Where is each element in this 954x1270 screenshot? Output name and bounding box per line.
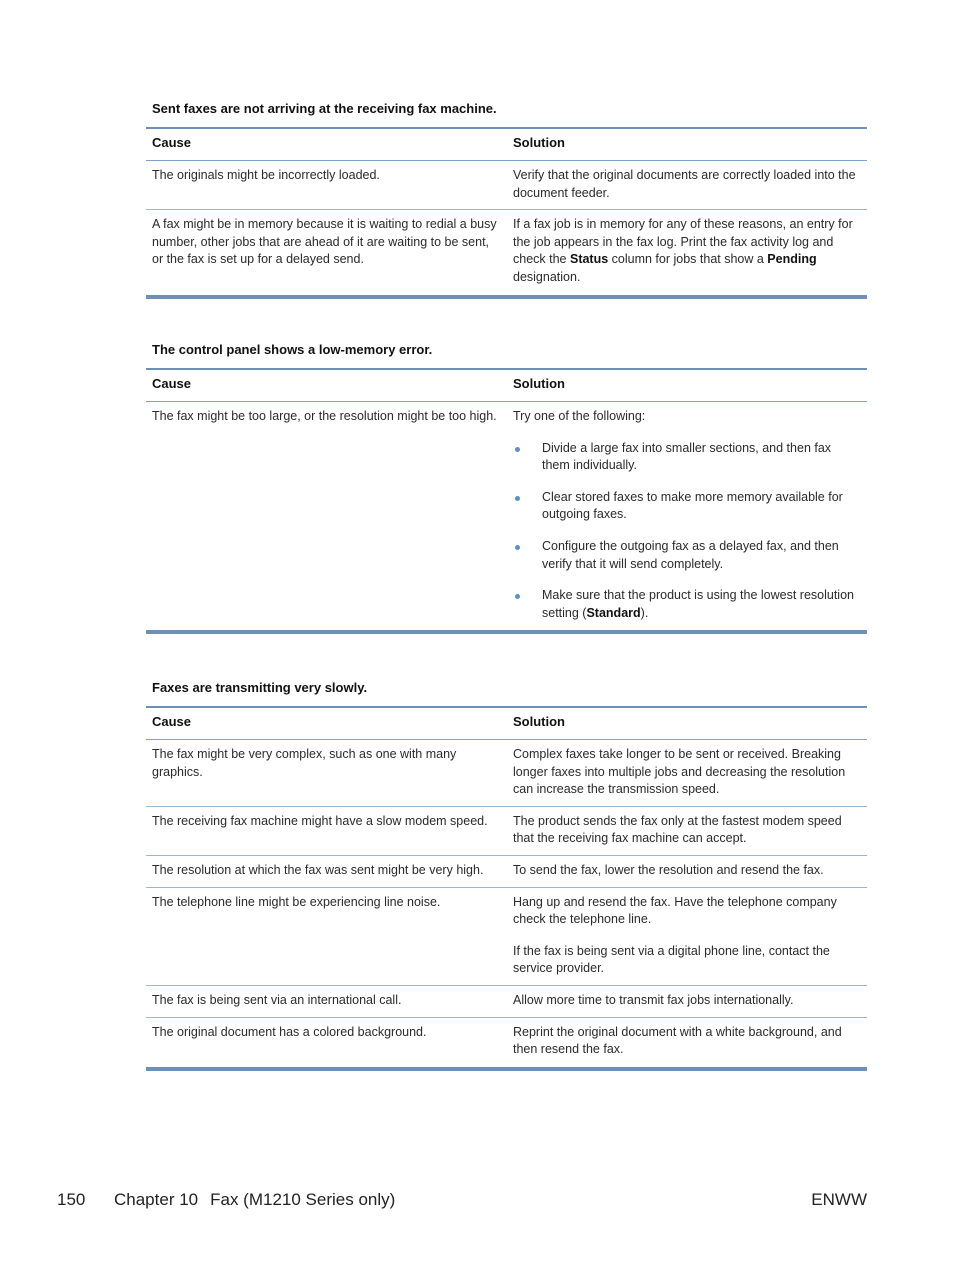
table-row — [146, 210, 867, 297]
page-footer — [57, 1189, 867, 1211]
table-row — [146, 740, 867, 807]
bullet-icon — [515, 496, 520, 501]
table-row — [146, 887, 867, 985]
solution-cell: The product sends the fax only at the fastest modem speed that the receiving fax machine can accept. — [507, 806, 867, 855]
solution-cell — [507, 887, 867, 985]
solution-cell: Complex faxes take longer to be sent or received. Breaking longer faxes into multiple jobs and decreasing the resolution can increase the transmission speed. — [507, 740, 867, 807]
bullet-text: Clear stored faxes to make more memory available for outgoing faxes. — [542, 489, 843, 522]
column-header-cause: Cause — [146, 128, 507, 161]
section-title: Faxes are transmitting very slowly. — [152, 680, 368, 695]
bullet-icon — [515, 594, 520, 599]
cause-cell: The original document has a colored background. — [146, 1017, 507, 1069]
table-row — [146, 985, 867, 1017]
solution-cell: Reprint the original document with a white background, and then resend the fax. — [507, 1017, 867, 1069]
table-header-row — [146, 707, 867, 740]
troubleshooting-table — [146, 368, 867, 634]
cause-cell: The fax is being sent via an international call. — [146, 985, 507, 1017]
cause-cell: The telephone line might be experiencing line noise. — [146, 887, 507, 985]
table-header-row — [146, 128, 867, 161]
troubleshooting-table — [146, 706, 867, 1071]
list-item — [513, 489, 861, 524]
column-header-solution: Solution — [507, 128, 867, 161]
list-item — [513, 538, 861, 573]
cause-cell: The fax might be very complex, such as one with many graphics. — [146, 740, 507, 807]
solution-cell: Allow more time to transmit fax jobs internationally. — [507, 985, 867, 1017]
column-header-cause: Cause — [146, 707, 507, 740]
table-row — [146, 1017, 867, 1069]
bullet-text: ). — [640, 605, 649, 620]
chapter-label: Chapter 10 — [114, 1190, 199, 1209]
list-item — [513, 587, 861, 622]
section-title: Sent faxes are not arriving at the receiving fax machine. — [152, 101, 497, 116]
solution-paragraph: If the fax is being sent via a digital phone line, contact the service provider. — [513, 943, 830, 976]
section-faxes-transmitting-slowly — [146, 680, 867, 1071]
cause-cell: The fax might be too large, or the resolution might be too high. — [146, 402, 507, 633]
chapter-reference — [114, 1189, 395, 1211]
column-header-solution: Solution — [507, 707, 867, 740]
table-row — [146, 855, 867, 887]
troubleshooting-table — [146, 127, 867, 299]
bullet-text: Make sure that the product is using the lowest resolution setting ( — [542, 588, 854, 620]
solution-bullet-list — [513, 440, 861, 623]
table-row — [146, 161, 867, 210]
standard-term: Standard — [586, 605, 641, 620]
solution-intro: Try one of the following: — [513, 409, 646, 423]
cause-cell: The resolution at which the fax was sent might be very high. — [146, 855, 507, 887]
table-header-row — [146, 369, 867, 402]
chapter-title: Fax (M1210 Series only) — [210, 1190, 396, 1209]
column-header-solution: Solution — [507, 369, 867, 402]
column-header-cause: Cause — [146, 369, 507, 402]
pending-term: Pending — [767, 252, 817, 267]
bullet-text: Divide a large fax into smaller sections, and then fax them individually. — [542, 440, 832, 473]
solution-text: If a fax job is in memory for any of these reasons, an entry for the job appears in the fax log. Print the fax activity log and check the — [513, 217, 853, 267]
solution-text: designation. — [513, 269, 581, 284]
bullet-icon — [515, 447, 520, 452]
bullet-text: Configure the outgoing fax as a delayed fax, and then verify that it will send completely. — [542, 538, 839, 571]
solution-cell — [507, 210, 867, 297]
section-low-memory-error — [146, 342, 867, 634]
solution-cell: To send the fax, lower the resolution and resend the fax. — [507, 855, 867, 887]
locale-label: ENWW — [811, 1190, 867, 1209]
cause-cell: The receiving fax machine might have a slow modem speed. — [146, 806, 507, 855]
cause-cell: A fax might be in memory because it is waiting to redial a busy number, other jobs that are ahead of it are waiting to be sent, or the fax is set up for a delayed send. — [146, 210, 507, 297]
solution-cell: Verify that the original documents are correctly loaded into the document feeder. — [507, 161, 867, 210]
status-column-term: Status — [569, 252, 609, 267]
section-sent-faxes-not-arriving — [146, 101, 867, 299]
solution-cell — [507, 402, 867, 633]
cause-cell: The originals might be incorrectly loaded. — [146, 161, 507, 210]
table-row — [146, 402, 867, 633]
bullet-icon — [515, 545, 520, 550]
table-row — [146, 806, 867, 855]
section-title: The control panel shows a low-memory error. — [152, 342, 433, 357]
page-number: 150 — [57, 1190, 86, 1209]
list-item — [513, 440, 861, 475]
solution-paragraph: Hang up and resend the fax. Have the telephone company check the telephone line. — [513, 894, 837, 927]
solution-text: column for jobs that show a — [608, 252, 768, 267]
